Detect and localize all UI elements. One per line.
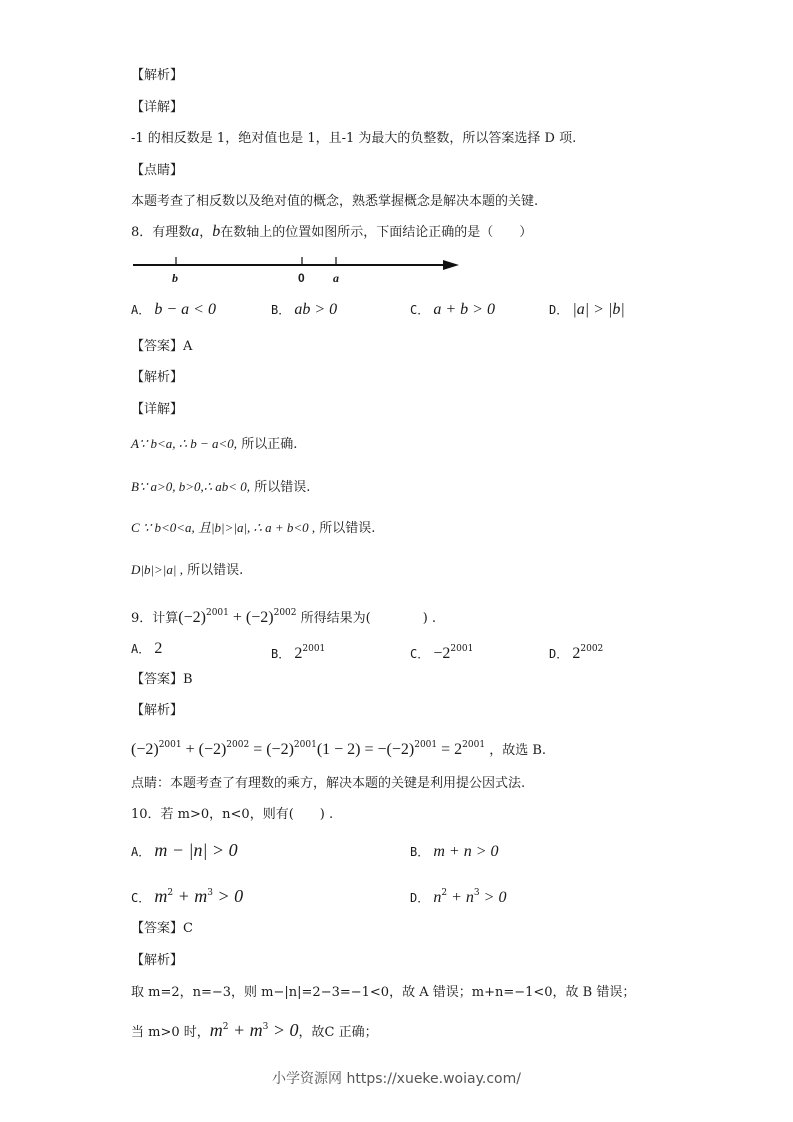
q8-option-d: D． |a| > |b|: [549, 301, 625, 318]
q8-answer: 【答案】A: [131, 339, 193, 354]
q8-step-b: B∵ a>0, b>0,∴ ab< 0, 所以错误.: [131, 479, 311, 495]
q8-heading-xiangjie: 【详解】: [131, 402, 184, 417]
q10-analysis-line1: 取 m=2，n=−3，则 m−|n|=2−3=−1<0，故 A 错误；m+n=−1<0，故 B 错误；: [131, 985, 636, 1000]
q8-option-c: C． a + b > 0: [410, 301, 495, 318]
number-line-label-0: 0: [298, 271, 305, 285]
heading-xiangjie: 【详解】: [131, 100, 184, 115]
heading-dianjing: 【点睛】: [131, 163, 184, 178]
q10-heading-jiexi: 【解析】: [131, 953, 184, 968]
q9-option-b: B． $2^{2001}$: [271, 644, 326, 662]
q9-heading-jiexi: 【解析】: [131, 703, 184, 718]
q10-option-a: A． m − |n| > 0: [131, 840, 238, 860]
q7-detail-text: -1 的相反数是 1，绝对值也是 1，且-1 为最大的负整数，所以答案选择 D 项.: [131, 131, 577, 146]
q9-option-c: C． $-2^{2001}$: [410, 644, 474, 662]
number-line-label-b: b: [172, 271, 178, 285]
q7-dianjing-text: 本题考查了相反数以及绝对值的概念，熟悉掌握概念是解决本题的关键.: [131, 194, 539, 209]
q8-option-a: A． b − a < 0: [131, 301, 216, 318]
q8-step-a: A∵ b<a, ∴ b − a<0, 所以正确.: [131, 436, 298, 452]
q10-answer: 【答案】C: [131, 921, 193, 936]
q9-option-a: A． 2: [131, 640, 163, 657]
number-line-icon: [131, 248, 461, 288]
q10-option-d: D． $n^2 + n^3 > 0$: [410, 888, 507, 906]
q9-option-d: D． $2^{2002}$: [549, 644, 604, 662]
footer-watermark: 小学资源网 https://xueke.woiay.com/: [272, 1071, 521, 1087]
q9-dianjing-text: 点睛：本题考查了有理数的乘方，解决本题的关键是利用提公因式法.: [131, 776, 526, 791]
heading-jiexi: 【解析】: [131, 68, 184, 83]
q10-stem: 10．若 m>0，n<0，则有( ) .: [131, 807, 334, 822]
q9-answer: 【答案】B: [131, 672, 193, 687]
q9-stem: 9．计算$(-2)^{2001} + (-2)^{2002}$ 所得结果为( ) .: [131, 608, 437, 626]
q9-solution: $(-2)^{2001} + (-2)^{2002} = (-2)^{2001}(1 - 2) = -(-2)^{2001} = 2^{2001}$ ，故选 B.: [131, 740, 547, 758]
q8-heading-jiexi: 【解析】: [131, 370, 184, 385]
number-line-figure: [131, 248, 461, 288]
q8-step-d: D|b|>|a| , 所以错误.: [131, 562, 244, 578]
q8-step-c: C ∵ b<0<a, 且|b|>|a|, ∴ a + b<0 , 所以错误.: [131, 520, 376, 536]
q10-option-c: C． $m^2 + m^3 > 0$: [131, 886, 244, 906]
q8-stem: 8．有理数a，b在数轴上的位置如图所示，下面结论正确的是（ ）: [131, 223, 533, 240]
q10-analysis-line2: 当 m>0 时，$m^2 + m^3 > 0$，故C 正确；: [131, 1020, 378, 1040]
q10-option-b: B． m + n > 0: [410, 843, 499, 860]
q8-option-b: B． ab > 0: [271, 301, 338, 318]
number-line-label-a: a: [333, 271, 339, 285]
